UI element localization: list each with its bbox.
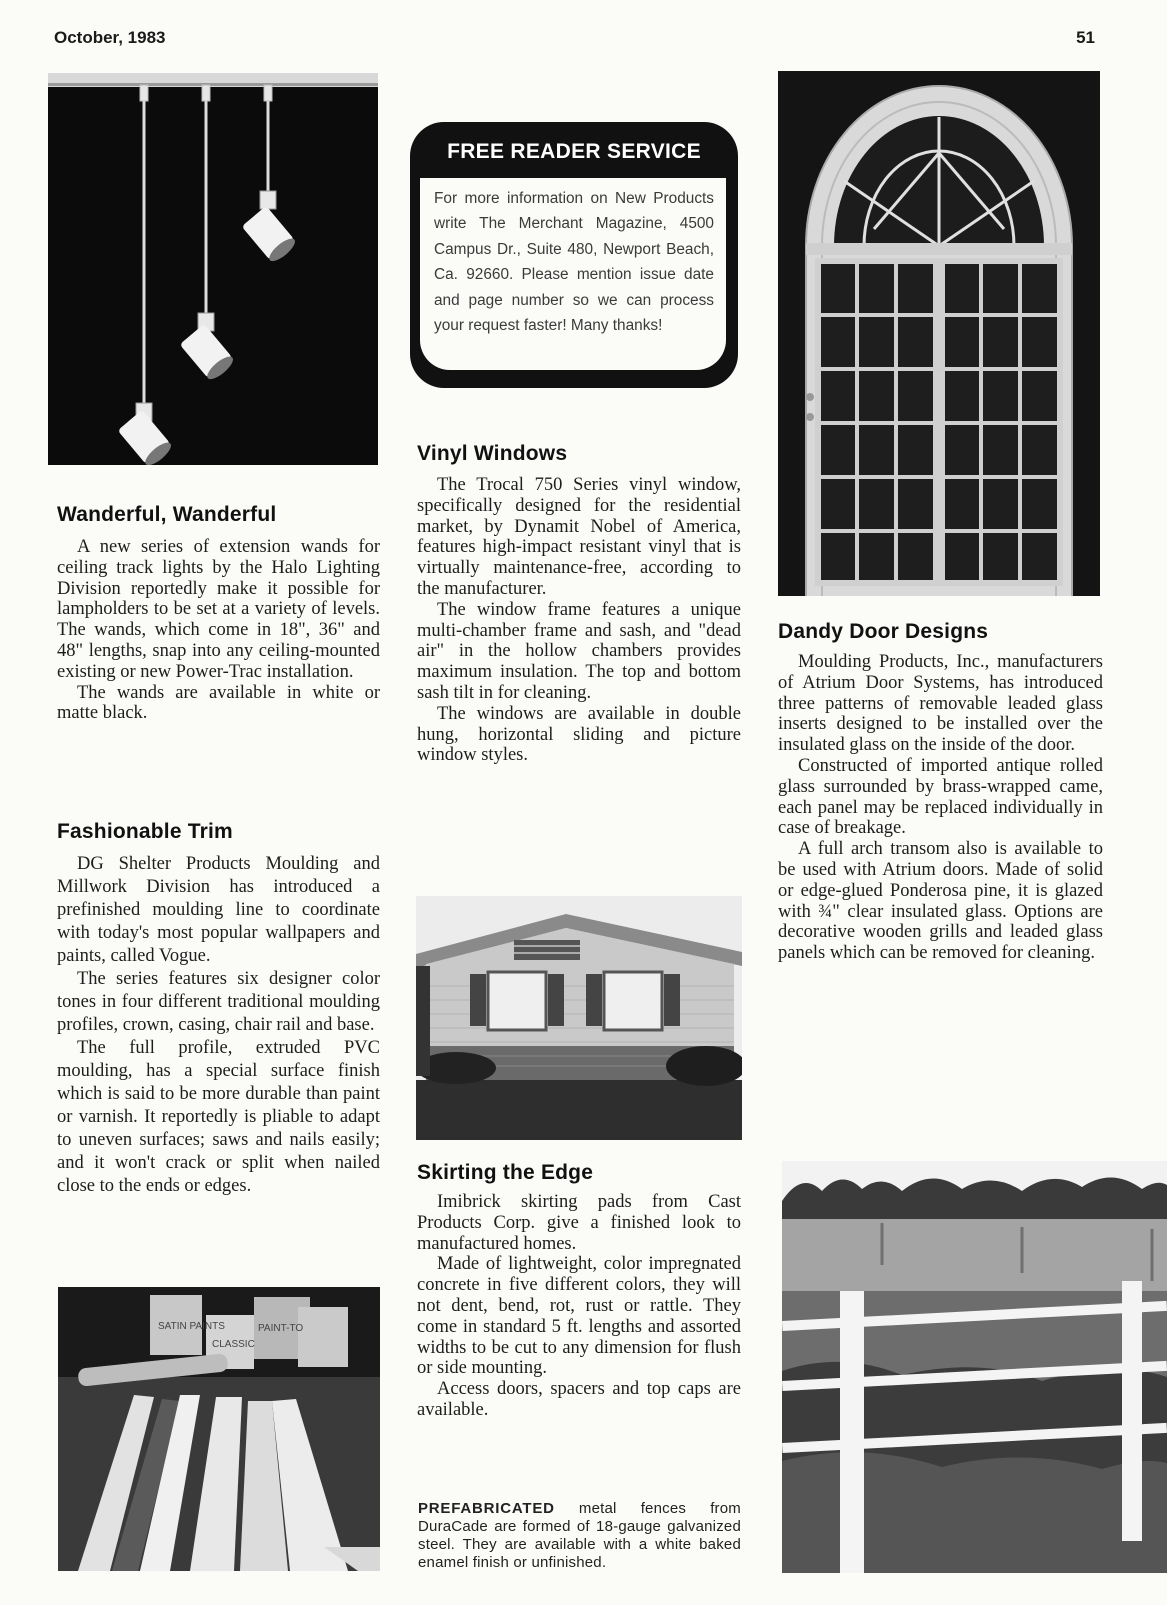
- wands-title: Wanderful, Wanderful: [57, 503, 277, 526]
- manufactured-home-photo: [416, 896, 742, 1140]
- paragraph: The series features six designer color tones in four different traditional moulding profiles, crown, casing, chair rail and base.: [57, 969, 380, 1035]
- door-title: Dandy Door Designs: [778, 620, 989, 643]
- vinyl-body: [417, 475, 741, 766]
- paragraph: The wands are available in white or matte black.: [57, 682, 380, 724]
- paragraph: Moulding Products, Inc., manufacturers of Atrium Door Systems, has introduced three patterns of removable leaded glass inserts designed to be installed over the insulated glass on the inside of the door.: [778, 652, 1103, 756]
- paragraph: Made of lightweight, color impregnated concrete in five different colors, they will not dent, bend, rot, rust or rattle. They come in standard 5 ft. lengths and assorted widths to be cut to any dimension for flush or side mounting.: [417, 1254, 741, 1379]
- paragraph: The window frame features a unique multi-chamber frame and sash, and "dead air" in the hollow chambers provides maximum insulation. The top and bottom sash tilt in for cleaning.: [417, 599, 741, 703]
- page-number: 51: [1076, 28, 1095, 47]
- paragraph: A new series of extension wands for ceiling track lights by the Halo Lighting Division reportedly make it possible for lampholders to be set at a variety of levels. The wands, which come in 18", 36" and 48" lengths, snap into any ceiling-mounted existing or new Power-Trac installation.: [57, 537, 380, 682]
- vinyl-title: Vinyl Windows: [417, 442, 568, 465]
- reader-service-title: FREE READER SERVICE: [447, 140, 701, 163]
- caption-lead: PREFABRICATED: [418, 1500, 555, 1517]
- paragraph: The windows are available in double hung, horizontal sliding and picture window styles.: [417, 703, 741, 766]
- track-light-photo: [48, 73, 378, 465]
- wands-body: [57, 537, 380, 724]
- paint-can-label: CLASSIC: [212, 1339, 255, 1350]
- arched-door-photo: [778, 71, 1100, 596]
- fence-caption: [418, 1500, 741, 1572]
- moulding-photo: [58, 1287, 380, 1571]
- paragraph: Constructed of imported antique rolled glass surrounded by brass-wrapped came, each panel may be replaced individually in case of breakage.: [778, 755, 1103, 839]
- reader-service-box: [410, 122, 738, 388]
- door-body: [778, 652, 1103, 964]
- issue-date: October, 1983: [54, 28, 166, 47]
- paragraph: The full profile, extruded PVC moulding, has a special surface finish which is said to be more durable than paint or varnish. It reportedly is pliable to adapt to uneven surfaces; saws and nails easily; and it won't crack or split when nailed close to the ends or edges.: [57, 1038, 380, 1196]
- paragraph: A full arch transom also is available to be used with Atrium doors. Made of solid or edge-glued Ponderosa pine, it is glazed with ¾" clear insulated glass. Options are decorative wooden grills and leaded glass panels which can be removed for cleaning.: [778, 839, 1103, 964]
- paragraph: The Trocal 750 Series vinyl window, specifically designed for the residential market, by Dynamit Nobel of America, features high-impact resistant vinyl that is virtually maintenance-free, according to the manufacturer.: [417, 475, 741, 599]
- skirting-body: [417, 1192, 741, 1421]
- paragraph: Access doors, spacers and top caps are available.: [417, 1379, 741, 1420]
- caption-text: metal fences from DuraCade are formed of 18-gauge galvanized steel. They are available with a white baked enamel finish or unfinished.: [418, 1500, 741, 1571]
- trim-title: Fashionable Trim: [57, 820, 233, 843]
- fence-photo: [782, 1161, 1167, 1573]
- paragraph: DG Shelter Products Moulding and Millwork Division has introduced a prefinished moulding line to coordinate with today's most popular wallpapers and paints, called Vogue.: [57, 854, 380, 966]
- paragraph: Imibrick skirting pads from Cast Products Corp. give a finished look to manufactured homes.: [417, 1192, 741, 1254]
- skirting-title: Skirting the Edge: [417, 1161, 594, 1184]
- paint-can-label: SATIN PAINTS: [158, 1321, 225, 1332]
- trim-body: [57, 853, 380, 1198]
- reader-service-text: For more information on New Products write The Merchant Magazine, 4500 Campus Dr., Suite 480, Newport Beach, Ca. 92660. Please mention issue date and page number so we can process your request faster! Many thanks!: [434, 190, 714, 335]
- paint-can-label: PAINT-TO: [258, 1323, 304, 1334]
